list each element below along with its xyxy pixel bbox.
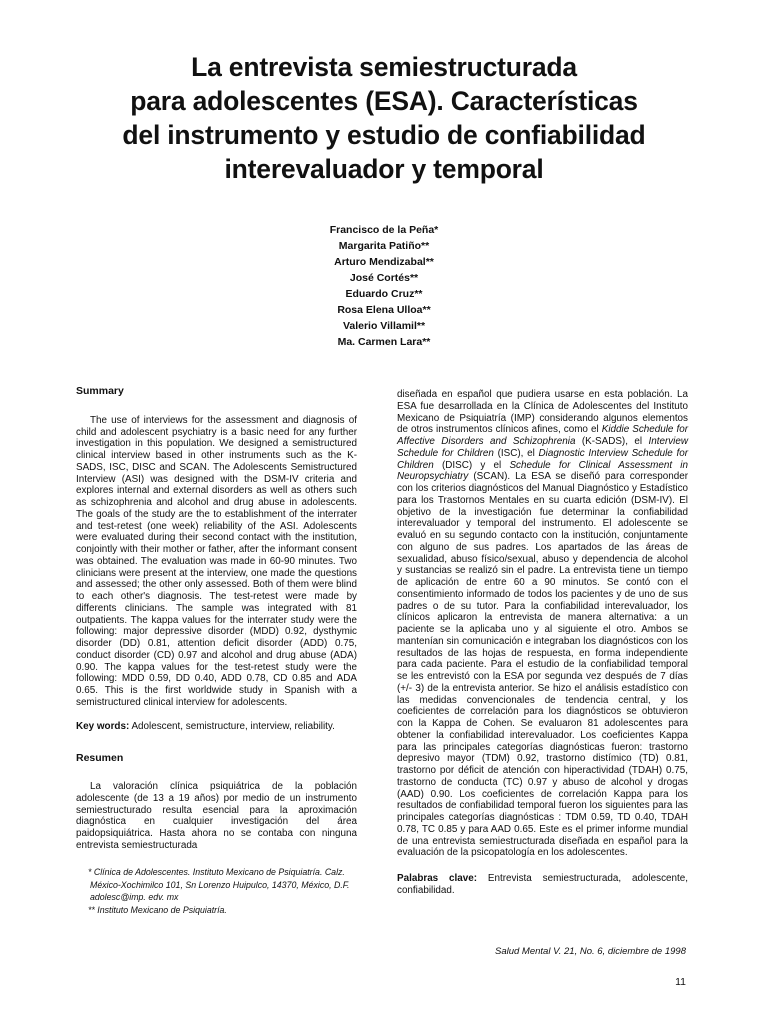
- author: Arturo Mendizabal**: [334, 256, 434, 268]
- author: Margarita Patiño**: [338, 240, 430, 252]
- footnote-affiliation: ** Instituto Mexicano de Psiquiatría.: [88, 904, 227, 915]
- title-line: para adolescentes (ESA). Características: [130, 86, 638, 116]
- keywords-label: Key words:: [76, 720, 130, 732]
- resumen-heading: Resumen: [76, 752, 124, 765]
- author: Eduardo Cruz**: [345, 288, 423, 300]
- page-number: 11: [675, 976, 686, 988]
- keywords-es: [397, 873, 688, 897]
- right-column: [397, 389, 688, 897]
- keywords-value: Adolescent, semistructure, interview, reliability.: [131, 720, 335, 732]
- author: Ma. Carmen Lara**: [337, 336, 431, 348]
- instrument-name: Diagnostic Interview Schedule for Children: [397, 447, 689, 471]
- text-run: (ISC), el: [493, 447, 539, 459]
- title-line: interevaluador y temporal: [224, 154, 544, 184]
- title-line: del instrumento y estudio de confiabilidad: [122, 120, 646, 150]
- instrument-name: Schedule for Clinical Assessment in Neuropsychiatry: [397, 459, 688, 483]
- keywords-label: Palabras clave:: [397, 873, 478, 884]
- author: José Cortés**: [349, 272, 419, 284]
- left-column: [76, 386, 357, 852]
- text-run: (DISC) y el: [433, 459, 510, 471]
- author-list: [234, 222, 534, 350]
- author: Francisco de la Peña*: [329, 224, 439, 236]
- title-line: La entrevista semiestructurada: [191, 52, 577, 82]
- author: Rosa Elena Ulloa**: [337, 304, 431, 316]
- keywords-en: [76, 721, 357, 733]
- text-run: diseñada en español que pudiera usarse en esta población. La ESA fue desarrollada en la Clínica de Adolescentes del Instituto Mexicano de Psiquiatría (IMP) considerando algunos elementos de otros instrumentos clínicos afines, como el: [397, 389, 688, 436]
- footnote-affiliation: * Clínica de Adolescentes. Instituto Mexicano de Psiquiatría. Calz. México-Xochimilco 101, Sn Lorenzo Huipulco, 14370, México, D.F. adolesc@imp. edv. mx: [88, 867, 350, 902]
- summary-text: The use of interviews for the assessment and diagnosis of child and adolescent psychiatry is a basic need for any further investigation in this population. We designed a semistructured clinical interview based in other instruments such as the K-SADS, ISC, DISC and SCAN. The Adolescents Semistructured Interview (ASI) was designed with the DSM-IV criteria and explores internal and external disorders as well as others such as schizophrenia and alcohol and drug abuse in adolescents. The goals of the study are the to establishment of the interrater and test-retest (one week) reliability of the ASI. Adolescents were evaluated during their second contact with the institution, conjointly with their mother or father, after the informant consent was obtained. The evaluation was made in 60-90 minutes. Two clinicians were present at the interview, one made the questions and assessed; the other only assessed. Both of them were blind to each other's diagnosis. The test-retest were made by differents clinicians. The sample was integrated with 81 outpatients. The kappa values for the interrater study were the following: major depressive disorder (MDD) 0.92, dysthymic disorder (DD) 0.81, attention deficit disorder (ADD) 0.75, conduct disorder (CD) 0.97 and alcohol and drug abuse (ADA) 0.90. The kappa values for the test-retest study were the following: MDD 0.59, DD 0.40, ADD 0.78, CD 0.85 and ADA 0.65. This is the first worldwide study in Spanish with a semistructured clinical interview for adolescents.: [76, 414, 357, 708]
- instrument-name: Kiddie Schedule for Affective Disorders and Schizophrenia: [397, 424, 689, 447]
- keywords-value: Entrevista semiestructurada, adolescente, confiabilidad.: [397, 873, 688, 896]
- text-run: (K-SADS), el: [575, 436, 649, 447]
- summary-heading: Summary: [76, 385, 124, 397]
- resumen-text-left: La valoración clínica psiquiátrica de la población adolescente (de 13 a 19 años) por medio de un instrumento semiestructurado resulta esencial para la aproximación diagnóstica en cualquier investigación del área paidopsiquiátrica. Hasta ahora no se contaba con ninguna entrevista semiestructurada: [76, 781, 357, 851]
- footnotes: [76, 866, 357, 916]
- instrument-name: Interview Schedule for Children: [397, 436, 688, 459]
- paper-title: [60, 50, 708, 186]
- resumen-text-right: [397, 389, 688, 859]
- journal-citation: Salud Mental V. 21, No. 6, diciembre de 1998: [495, 946, 686, 957]
- text-run: (SCAN). La ESA se diseñó para corresponder con los criterios diagnósticos del Manual Diagnóstico y Estadístico para los Trastornos Mentales en su cuarta edición (DSM-IV). El objetivo de la investigación fue determinar la confiabilidad interevaluador y temporal del instrumento. El adolescente se evaluó en su segundo contacto con la institución, conjuntamente con alguno de sus padres. Los apartados de las áreas de sexualidad, abuso físico/sexual, abuso y dependencia de alcohol y sustancias se realizó sin el padre. La entrevista tiene un tiempo de aplicación de entre 60 a 90 minutos. Se contó con el consentimiento informado de todos los pacientes y de uno de sus padres o de su tutor. Para la confiabilidad interevaluador, los clínicos aplicaron la entrevista de manera alternativa: a un paciente se la aplicaba uno y al siguiente el otro. Ambos se mantenían sin comunicación e integraban los diagnósticos con los resultados de las hojas de respuesta, en forma independiente para cada paciente. Para el estudio de la confiabilidad temporal se les entrevistó con la ESA por segunda vez después de 7 días (+/- 3) de la entrevista anterior. Se hizo el análisis estadístico con las medidas convencionales de tendencia central, y los coeficientes de correlación para los diagnósticos se obtuvieron con la Kappa de Cohen. Se evaluaron 81 adolescentes para obtener la confiabilidad interevaluador. Los coeficientes Kappa para las principales categorías diagnósticas fueron: trastorno depresivo mayor (TDM) 0.92, trastorno distímico (TD) 0.81, trastorno por déficit de atención con hiperactividad (TDAH) 0.75, trastorno de conducta (TC) 0.97 y abuso de alcohol y drogas (AAD) 0.90. Los coeficientes de correlación Kappa para los resultados de confiabilidad temporal fueron los siguientes para las principales categorías diagnósticas : TDM 0.59, TD 0.40, TDAH 0.78, TC 0.85 y para AAD 0.65. Este es el primer informe mundial de una entrevista semiestructurada diseñada en español para la evaluación de la psicopatología en los adolescentes.: [397, 471, 688, 859]
- author: Valerio Villamil**: [342, 320, 426, 332]
